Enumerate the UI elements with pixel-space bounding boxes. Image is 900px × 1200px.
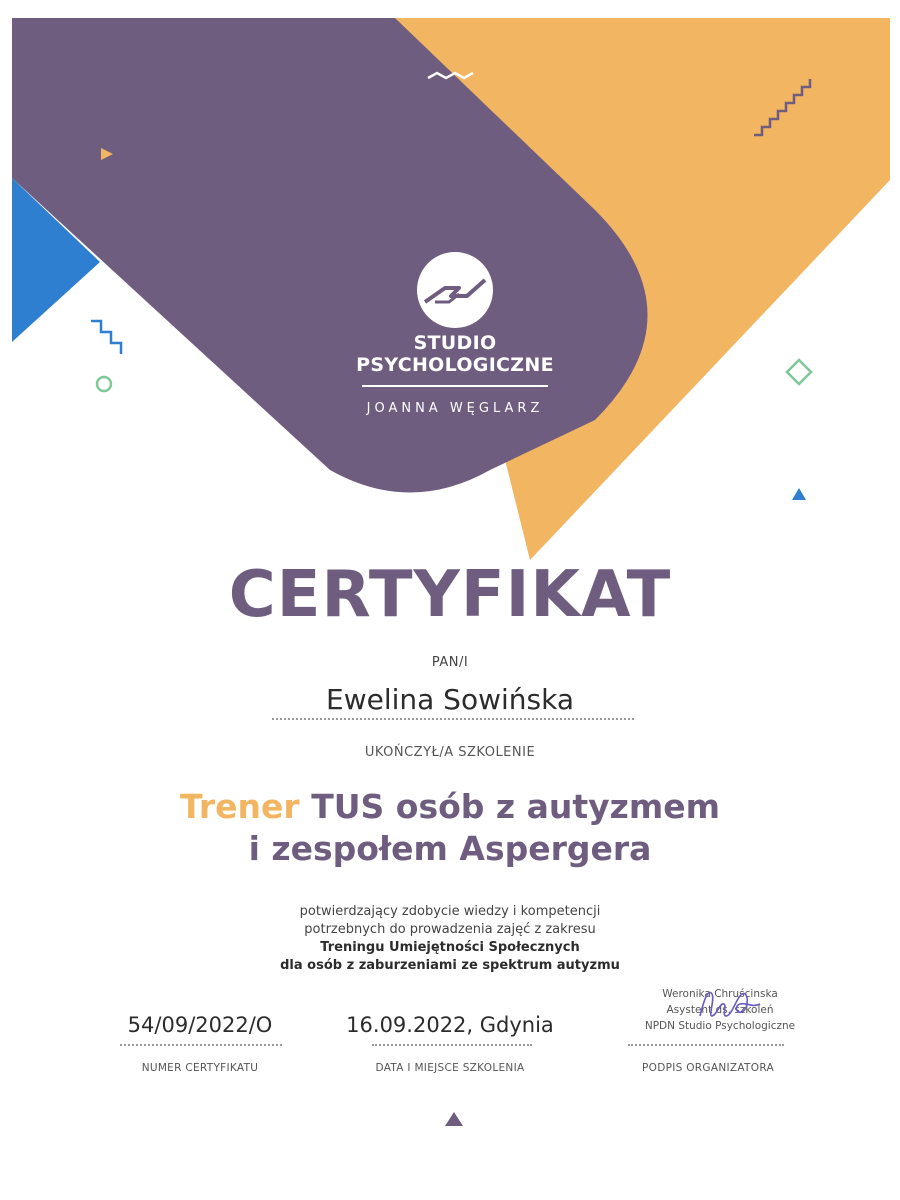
recipient-name: Ewelina Sowińska	[326, 683, 574, 716]
training-date-label: DATA I MIEJSCE SZKOLENIA	[375, 1062, 525, 1074]
salutation: PAN/I	[431, 655, 469, 670]
course-title-line1	[0, 786, 900, 828]
desc-bold2: dla osób z zaburzeniami ze spektrum autyzmu	[280, 958, 620, 973]
certificate-number-dotted-line	[120, 1044, 282, 1046]
description	[0, 903, 900, 975]
brand-block	[300, 250, 610, 416]
certificate-number-label: NUMER CERTYFIKATU	[141, 1062, 259, 1074]
diamond-green	[787, 360, 811, 384]
desc-line1: potwierdzający zdobycie wiedzy i kompetencji	[299, 904, 601, 919]
brand-name-line2: PSYCHOLOGICZNE	[356, 354, 554, 376]
handshake-circle-icon	[415, 250, 495, 330]
brand-name-line1: STUDIO	[413, 332, 497, 354]
recipient-dotted-line	[272, 718, 634, 720]
handwritten-signature	[690, 980, 770, 1030]
stamp-line1: Weronika Chruścinska	[662, 988, 778, 1000]
triangle-purple-bottom	[445, 1112, 463, 1126]
stamp-line3: NPDN Studio Psychologiczne	[644, 1020, 796, 1032]
course-rest: TUS osób z autyzmem	[311, 787, 720, 826]
course-accent: Trener	[180, 787, 300, 826]
triangle-blue	[792, 488, 806, 500]
desc-line2: potrzebnych do prowadzenia zajęć z zakresu	[304, 922, 596, 937]
course-title-line2: i zespołem Aspergera	[248, 829, 652, 868]
stamp-line2: Asystent ds. szkoleń	[666, 1004, 774, 1016]
certificate-title: CERTYFIKAT	[228, 558, 672, 632]
signature-label: PODPIS ORGANIZATORA	[642, 1062, 774, 1074]
desc-bold1: Treningu Umiejętności Społecznych	[320, 940, 580, 955]
training-date-place: 16.09.2022, Gdynia	[346, 1013, 554, 1037]
course-title	[0, 786, 900, 870]
brand-owner: JOANNA WĘGLARZ	[366, 401, 544, 416]
signature-dotted-line	[628, 1044, 784, 1046]
training-date-dotted-line	[372, 1044, 532, 1046]
squiggle-blue	[91, 321, 121, 354]
completed-label: UKOŃCZYŁ/A SZKOLENIE	[364, 745, 536, 760]
circle-green	[97, 377, 111, 391]
certificate-number: 54/09/2022/O	[127, 1013, 273, 1037]
brand-divider	[362, 385, 548, 387]
